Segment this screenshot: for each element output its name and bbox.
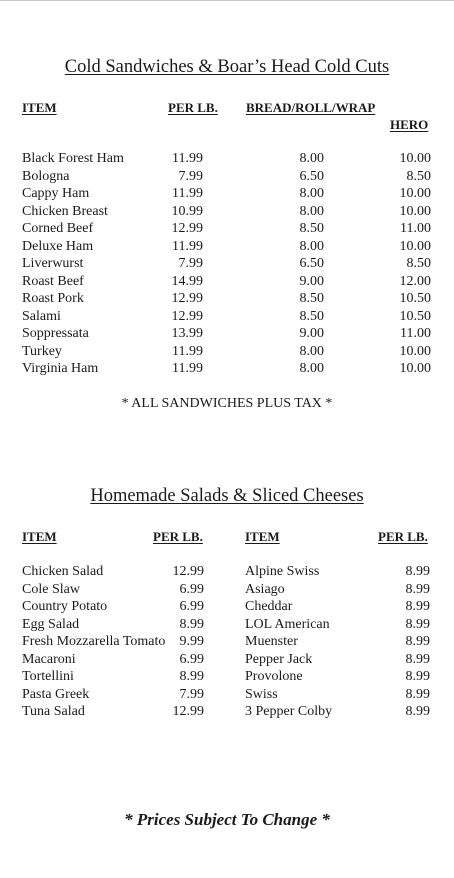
top-divider — [0, 0, 454, 1]
cheese-price: 8.99 — [405, 564, 430, 579]
salads-section-title: Homemade Salads & Sliced Cheeses — [90, 486, 364, 506]
salad-price: 12.99 — [172, 564, 204, 579]
table-row — [0, 686, 454, 704]
bread-roll-wrap-price: 8.00 — [299, 203, 324, 219]
table-row — [0, 273, 454, 291]
per-lb-price: 13.99 — [171, 326, 203, 341]
cold-header-per-lb: PER LB. — [168, 100, 218, 115]
table-row — [0, 668, 454, 686]
bread-roll-wrap-price: 8.00 — [299, 343, 324, 359]
cheese-name: Asiago — [245, 581, 285, 597]
item-name: Virginia Ham — [22, 361, 99, 376]
cheeses-header-item: ITEM — [245, 529, 280, 544]
cheese-price: 8.99 — [405, 686, 430, 702]
hero-price: 10.50 — [399, 308, 431, 324]
table-row — [0, 343, 454, 361]
table-row — [0, 255, 454, 273]
salad-price: 6.99 — [179, 651, 204, 667]
cheese-name: Pepper Jack — [245, 651, 313, 667]
cold-header-bread: BREAD/ROLL/WRAP — [246, 100, 376, 115]
bread-roll-wrap-price: 8.00 — [299, 186, 324, 201]
hero-price: 10.50 — [399, 291, 431, 306]
table-row — [0, 616, 454, 634]
hero-price: 8.50 — [406, 168, 431, 184]
hero-price: 10.00 — [399, 238, 431, 254]
cheese-price: 8.99 — [405, 704, 430, 719]
table-row — [0, 168, 454, 186]
cheese-name: Alpine Swiss — [245, 564, 320, 579]
per-lb-price: 11.99 — [172, 361, 203, 376]
item-name: Liverwurst — [22, 256, 84, 271]
hero-price: 12.00 — [399, 273, 431, 289]
salad-price: 6.99 — [179, 581, 204, 597]
hero-price: 11.00 — [400, 221, 431, 236]
cheese-price: 8.99 — [405, 634, 430, 649]
item-name: Corned Beef — [22, 221, 94, 236]
item-name: Roast Beef — [22, 273, 84, 289]
bread-roll-wrap-price: 9.00 — [299, 326, 324, 341]
item-name: Deluxe Ham — [22, 238, 94, 254]
salad-name: Fresh Mozzarella Tomato — [22, 634, 166, 649]
table-row — [0, 651, 454, 669]
per-lb-price: 11.99 — [172, 151, 203, 166]
table-row — [0, 220, 454, 238]
salad-name: Pasta Greek — [22, 686, 90, 702]
item-name: Bologna — [22, 168, 70, 184]
hero-price: 10.00 — [399, 361, 431, 376]
cheese-price: 8.99 — [405, 616, 430, 632]
salad-name: Egg Salad — [22, 616, 80, 632]
table-row — [0, 238, 454, 256]
table-row — [0, 581, 454, 599]
salad-price: 12.99 — [172, 704, 204, 719]
salad-name: Tortellini — [22, 669, 74, 684]
cold-header-item: ITEM — [22, 100, 57, 115]
table-row — [0, 360, 454, 378]
cheese-price: 8.99 — [405, 581, 430, 597]
per-lb-price: 12.99 — [171, 291, 203, 306]
per-lb-price: 11.99 — [172, 186, 203, 201]
item-name: Soppressata — [22, 326, 89, 341]
table-row — [0, 150, 454, 168]
hero-price: 11.00 — [400, 326, 431, 341]
item-name: Cappy Ham — [22, 186, 90, 201]
per-lb-price: 11.99 — [172, 343, 203, 359]
table-row — [0, 563, 454, 581]
salad-name: Chicken Salad — [22, 564, 104, 579]
table-row — [0, 203, 454, 221]
per-lb-price: 12.99 — [171, 221, 203, 236]
table-row — [0, 633, 454, 651]
bread-roll-wrap-price: 9.00 — [299, 273, 324, 289]
salad-price: 7.99 — [179, 686, 204, 702]
salad-name: Tuna Salad — [22, 704, 85, 719]
cheese-name: Cheddar — [245, 599, 293, 614]
salad-price: 8.99 — [179, 616, 204, 632]
hero-price: 10.00 — [399, 203, 431, 219]
cheese-name: Muenster — [245, 634, 298, 649]
bread-roll-wrap-price: 6.50 — [299, 168, 324, 184]
table-row — [0, 185, 454, 203]
bread-roll-wrap-price: 8.00 — [299, 361, 324, 376]
table-row — [0, 325, 454, 343]
item-name: Black Forest Ham — [22, 151, 124, 166]
cold-section-title: Cold Sandwiches & Boar’s Head Cold Cuts — [64, 57, 390, 77]
salad-price: 9.99 — [179, 634, 204, 649]
cheese-price: 8.99 — [405, 599, 430, 614]
hero-price: 10.00 — [399, 343, 431, 359]
salad-price: 6.99 — [179, 599, 204, 614]
table-row — [0, 703, 454, 721]
salads-header-item: ITEM — [22, 529, 57, 544]
per-lb-price: 10.99 — [171, 203, 203, 219]
prices-footer: * Prices Subject To Change * — [124, 810, 330, 829]
hero-price: 10.00 — [399, 186, 431, 201]
per-lb-price: 7.99 — [178, 168, 203, 184]
per-lb-price: 11.99 — [172, 238, 203, 254]
cheese-name: Swiss — [245, 686, 278, 702]
item-name: Salami — [22, 308, 61, 324]
bread-roll-wrap-price: 6.50 — [299, 256, 324, 271]
table-row — [0, 290, 454, 308]
per-lb-price: 12.99 — [171, 308, 203, 324]
bread-roll-wrap-price: 8.50 — [299, 291, 324, 306]
cheese-price: 8.99 — [405, 669, 430, 684]
table-row — [0, 308, 454, 326]
item-name: Roast Pork — [22, 291, 84, 306]
table-row — [0, 598, 454, 616]
cheese-name: LOL American — [245, 616, 330, 632]
hero-price: 8.50 — [406, 256, 431, 271]
hero-price: 10.00 — [399, 151, 431, 166]
cheese-name: 3 Pepper Colby — [245, 704, 333, 719]
bread-roll-wrap-price: 8.00 — [299, 151, 324, 166]
cheeses-header-per-lb: PER LB. — [378, 529, 428, 544]
cheese-name: Provolone — [245, 669, 303, 684]
tax-note: * ALL SANDWICHES PLUS TAX * — [121, 396, 333, 411]
salad-price: 8.99 — [179, 669, 204, 684]
per-lb-price: 14.99 — [171, 273, 203, 289]
item-name: Chicken Breast — [22, 203, 108, 219]
item-name: Turkey — [22, 343, 62, 359]
cheese-price: 8.99 — [405, 651, 430, 667]
salads-header-per-lb: PER LB. — [153, 529, 203, 544]
per-lb-price: 7.99 — [178, 256, 203, 271]
salad-name: Macaroni — [22, 651, 76, 667]
salad-name: Country Potato — [22, 599, 108, 614]
salad-name: Cole Slaw — [22, 581, 80, 597]
bread-roll-wrap-price: 8.00 — [299, 238, 324, 254]
bread-roll-wrap-price: 8.50 — [299, 221, 324, 236]
bread-roll-wrap-price: 8.50 — [299, 308, 324, 324]
cold-header-hero: HERO — [390, 117, 429, 132]
